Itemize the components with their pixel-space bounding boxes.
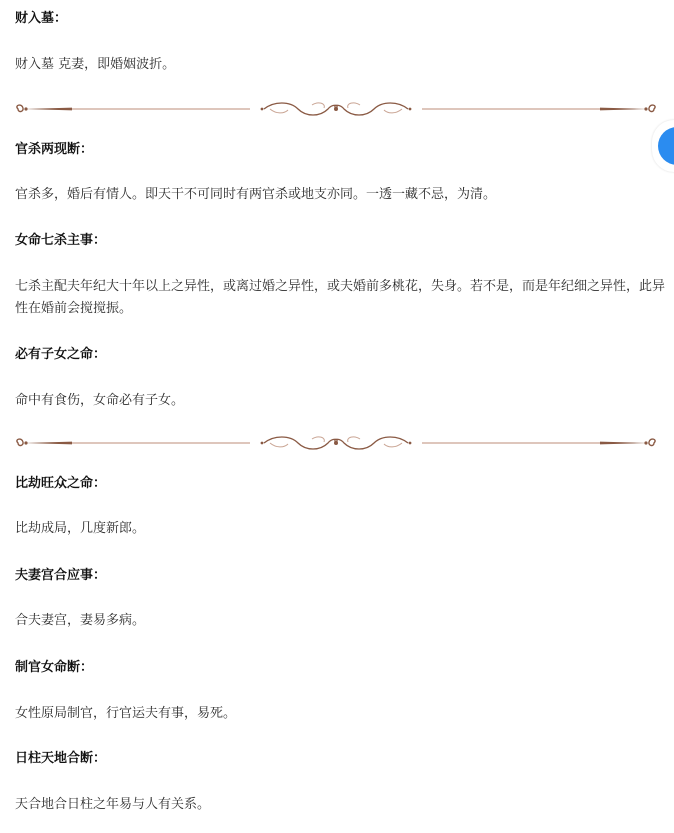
section-heading: 必有子女之命： [15, 347, 107, 362]
flourish-divider-icon [12, 99, 660, 119]
section-heading: 比劫旺众之命： [15, 476, 107, 491]
section-heading: 官杀两现断： [15, 142, 94, 157]
section-heading: 夫妻宫合应事： [15, 568, 107, 583]
section-heading: 日柱天地合断： [15, 751, 107, 766]
section-paragraph: 女性原局制官，行官运夫有事，易死。 [15, 706, 237, 721]
floating-action-button[interactable] [652, 120, 674, 172]
flourish-divider-icon [12, 433, 660, 453]
section-paragraph: 命中有食伤，女命必有子女。 [15, 393, 185, 408]
section-paragraph: 七杀主配夫年纪大十年以上之异性，或离过婚之异性，或夫婚前多桃花，失身。若不是，而是年纪细之异性，此异性在婚前会搅搅振。 [15, 279, 666, 316]
section-heading: 制官女命断： [15, 660, 94, 675]
section-paragraph: 天合地合日柱之年易与人有关系。 [15, 797, 211, 812]
section-paragraph: 比劫成局，几度新郎。 [15, 521, 146, 536]
section-heading: 女命七杀主事： [15, 233, 107, 248]
section-heading: 财入墓： [15, 11, 68, 26]
floating-action-icon [658, 127, 674, 165]
ornamental-divider [12, 99, 660, 119]
section-paragraph: 官杀多，婚后有情人。即天干不可同时有两官杀或地支亦同。一透一藏不忌，为清。 [15, 187, 497, 202]
section-paragraph: 财入墓 克妻，即婚姻波折。 [15, 57, 176, 72]
ornamental-divider [12, 433, 660, 453]
section-paragraph: 合夫妻宫，妻易多病。 [15, 613, 146, 628]
